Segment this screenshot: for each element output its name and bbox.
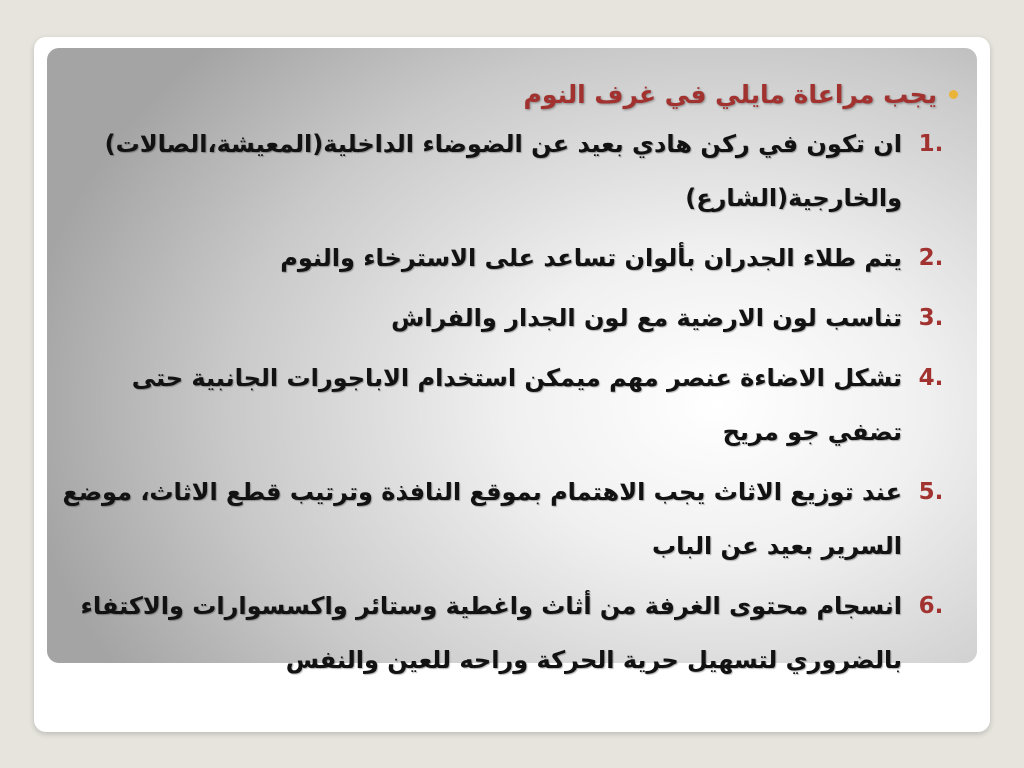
list-item <box>60 579 960 687</box>
list-item <box>60 291 960 345</box>
item-text: انسجام محتوى الغرفة من أثاث واغطية وستائر واكسسوارات والاكتفاء بالضروري لتسهيل حرية الحركة وراحه للعين والنفس <box>80 592 902 674</box>
slide-content <box>60 80 960 693</box>
item-number: 6. <box>918 593 944 619</box>
item-number: 2. <box>918 245 944 271</box>
item-text: تناسب لون الارضية مع لون الجدار والفراش <box>391 304 902 332</box>
list-item <box>60 465 960 573</box>
item-number: 3. <box>918 305 944 331</box>
bullet-dot-icon <box>949 90 958 99</box>
heading-row <box>60 80 960 109</box>
list-item <box>60 351 960 459</box>
item-text: تشكل الاضاءة عنصر مهم ميمكن استخدام الاباجورات الجانبية حتى تضفي جو مريح <box>131 364 902 446</box>
slide-heading: يجب مراعاة مايلي في غرف النوم <box>523 80 937 109</box>
item-number: 1. <box>918 131 944 157</box>
list-item <box>60 231 960 285</box>
item-text: يتم طلاء الجدران بألوان تساعد على الاسترخاء والنوم <box>280 244 902 272</box>
list-item <box>60 117 960 225</box>
item-number: 4. <box>918 365 944 391</box>
item-text: عند توزيع الاثاث يجب الاهتمام بموقع النافذة وترتيب قطع الاثاث، موضع السرير بعيد عن الباب <box>62 478 902 560</box>
item-number: 5. <box>918 479 944 505</box>
item-text: ان تكون في ركن هادي بعيد عن الضوضاء الداخلية(المعيشة،الصالات) والخارجية(الشارع) <box>104 130 902 212</box>
